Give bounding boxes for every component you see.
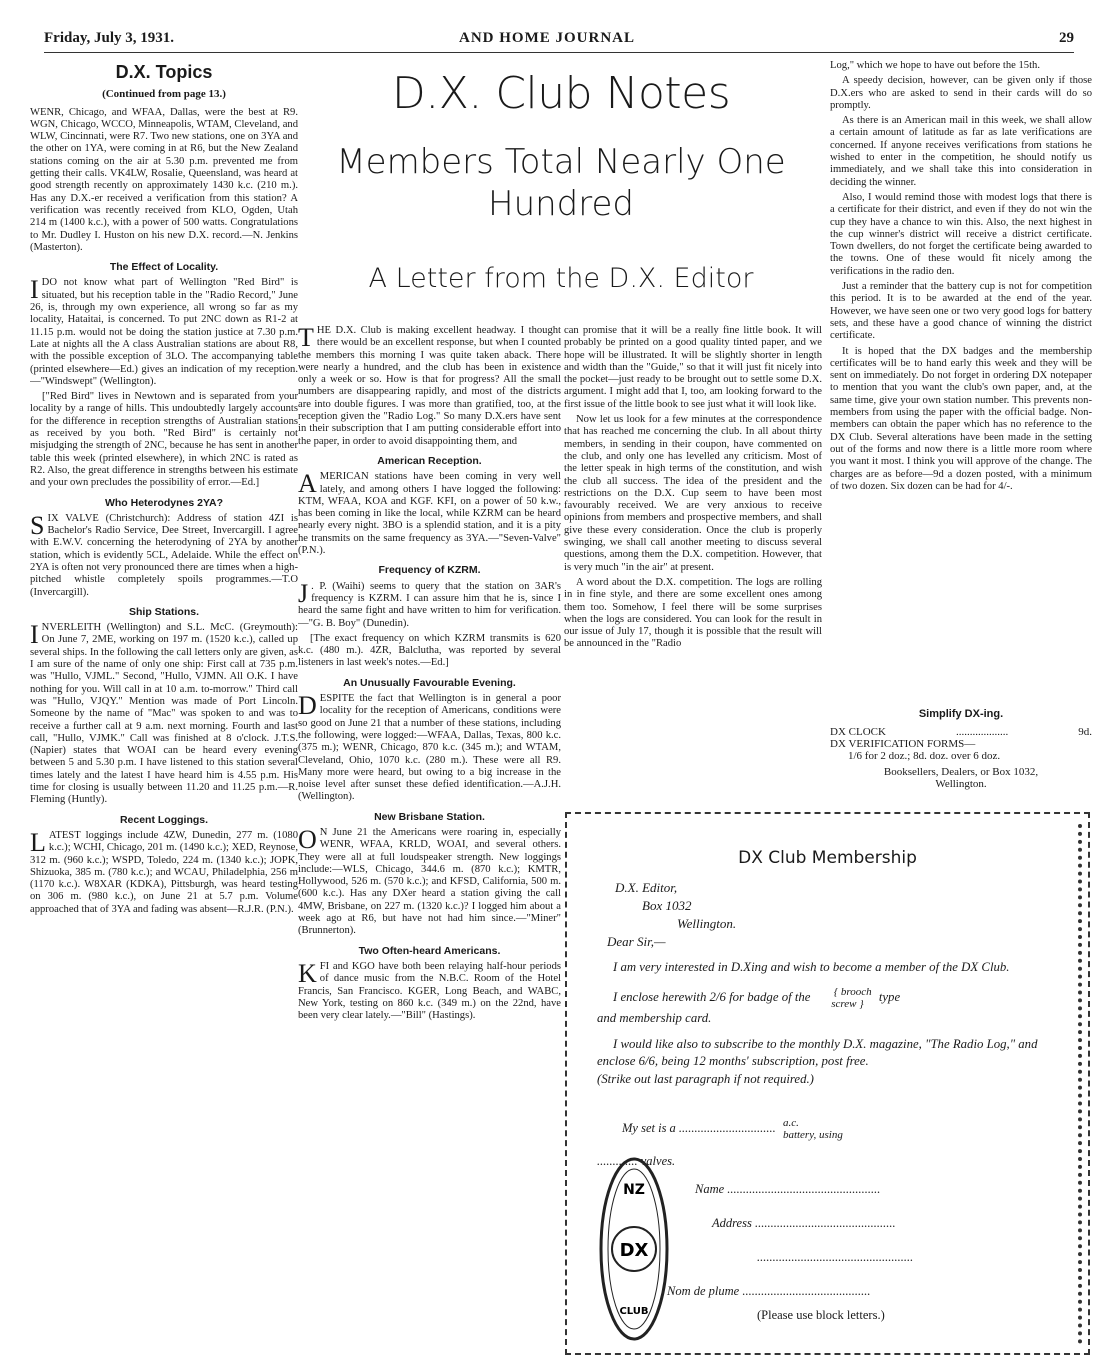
advert-contact-city: Wellington. (935, 778, 987, 790)
article-paragraph: DESPITE the fact that Wellington is in general a poor locality for the reception of Americans, conditions were so good on June 21 that a number of these stations, including the following, were logged:—WFAA, Dallas, Texas, 800 k.c. (375 m.); WENR, Chicago, 870 k.c. (345 m.); and WTAM, Cleveland, Ohio, 1070 k.c. (280 m.). These were all R9. Many more were heard, but owing to a big increase in the noise level after sunset these defied identification.—A.J.H. (Wellington). (298, 691, 561, 803)
coupon-cut-line (1072, 824, 1082, 1344)
article-paragraph: As there is an American mail in this week, we shall allow a certain amount of latitude as far as late verifications are concerned. If anyone receives verifications from stations he wished to enter in the competition, he should notify us immediately, and we shall take this into consideration in deciding the winner. (830, 115, 1092, 188)
article-paragraph: IDO not know what part of Wellington "Red Bird" is situated, but his reception table in the "Radio Record," June 26, is, through my own experience, all wrong so far as my locality, Hataitai, is concerned. To put 2NC down as R1-2 at 11.15 p.m. would not be doing the station justice at 7.30 p.m. Late at nights all the A class Australian stations are about R8, with the possible exception of 3LO. The accompanying table (printed elsewhere—Ed.) gives an indication of my reception.—"Windswept" (Wellington). (30, 275, 298, 387)
article-paragraph: Also, I would remind those with modest logs that there is a certificate for their district, and even if they do not win the cup they have a chance to win this. Also, the next highest in the cup winner's district will receive a district certificate. Town dwellers, do not forget the certificate being awarded to the towns. One of these would fit nicely among the verifications in the radio den. (830, 191, 1092, 277)
advert-item-detail: 1/6 for 2 doz.; 8d. doz. over 6 doz. (848, 750, 1001, 762)
drop-cap: K (298, 958, 317, 988)
coupon-instruction: (Strike out last paragraph if not required.) (597, 1072, 814, 1086)
coupon-body (597, 959, 1057, 1098)
advert-contact: Booksellers, Dealers, or Box 1032, (883, 766, 1039, 778)
club-notes-title: D.X. Club Notes (391, 68, 731, 119)
advert-title: Simplify DX-ing. (918, 708, 1004, 720)
article-paragraph: J . P. (Waihi) seems to query that the station on 3AR's frequency is KZRM. I can assure him that he is, since I heard the same fight and have written to him for verification.—"G. B. Boy" (Dunedin). (298, 578, 561, 629)
section-heading: American Reception. (377, 454, 482, 467)
simplify-dx-advert (830, 708, 1092, 790)
coupon-address-line: Box 1032 (642, 898, 692, 913)
drop-cap: T (298, 325, 314, 352)
article-paragraph: LATEST loggings include 4ZW, Dunedin, 277 m. (1080 k.c.); WCHI, Chicago, 201 m. (1490 k.c.); XED, Reynose, 312 m. (960 k.c.); WSPD, Toledo, 224 m. (1340 k.c.); JOPK, Shizuoka, 385 m. (780 k.c.); and WCAU, Philadelphia, 256 m (1170 k.c.). W8XAR (KDKA), Pittsburgh, was heard testing on 306 m. (980 k.c.), on June 21 at 5.7 p.m. Volume approached that of 3YA and fading was absent—R.J.R. (P.N.). (30, 827, 298, 915)
section-heading: New Brisbane Station. (374, 810, 485, 823)
article-paragraph: Just a reminder that the battery cup is not for competition this period. It is to be awarded at the end of the year. However, we have seen one or two very good logs for battery sets, and these have a good chance of winning the district certificate. (830, 281, 1092, 342)
club-notes-subtitle: Members Total Nearly One Hundred (336, 142, 786, 224)
coupon-paragraph: I would like also to subscribe to the monthly D.X. magazine, "The Radio Log," and enclose 6/6, being 12 months' subscription, post free. (597, 1037, 1038, 1068)
club-notes-subtitle-2: A Letter from the D.X. Editor (368, 263, 754, 294)
column-club-notes-1 (298, 325, 561, 1355)
continued-note: (Continued from page 13.) (102, 88, 226, 101)
article-paragraph: INVERLEITH (Wellington) and S.L. McC. (Greymouth): On June 7, 2ME, working on 197 m. (1520 k.c.), called up several ships. In the following the call letters only are given, as I am sure of the name of only one ship: First call at 735 p.m. was "Hullo, VJML." Second, "Hullo, VJMN. All O.K. I have nothing for you. Will call in at 10 a.m. to-morrow." Third call was "Hullo, VJQY." Mention was made of Port Lincoln. Someone by the name of "Mac" was spoken to and was to receive a further call at 9 a.m. next morning. Fourth and last call, "Hullo, VJMK." Call was finished at 8 o'clock. J.T.S. (Napier) states that WOAI can be heard every evening between 5 and 5.30 p.m. I have listened to this station several times lately and the latest I have heard him is 4.55 p.m. His time for closing is usually between 11.20 and 11.25 p.m.—R. Fleming (Huntly). (30, 620, 298, 806)
badge-top-text: NZ (623, 1182, 645, 1198)
article-paragraph: ["Red Bird" lives in Newtown and is separated from your locality by a range of hills. This undoubtedly largely accounts for the difference in reception strengths of Australian stations as received by you both. "Red Bird" is certainly not misjudging the strength of 2NC, because he has sent in another table this week (printed elsewhere), in which 2NC is rated as R2. Also, the great difference in strengths between his estimate and your own precludes the possibility of error.—Ed.] (30, 391, 298, 489)
coupon-title: DX Club Membership (738, 848, 917, 868)
club-notes-masthead (300, 62, 822, 294)
page-number: 29 (1059, 30, 1074, 46)
article-paragraph: It is hoped that the DX badges and the membership certificates will be to hand early this week and they will be sent on immediately. Do not forget in ordering DX notepaper to mention that you want the club's own paper, and, at the same time, give your own station number. This prevents non-members from using the paper with the official badge. Non-members can obtain the paper which has no reference to the DX Club. Several alterations have been made in the setting out of the forms and now there is a little more room where you want it most. I think you will approve of the change. The charges are as before—9d a dozen posted, with a minimum of two dozen. Six dozen can be had for 4/-. (830, 345, 1092, 492)
nz-dx-club-badge-icon (597, 1154, 671, 1344)
article-paragraph: WENR, Chicago, and WFAA, Dallas, were the best at R9. WGN, Chicago, WCCO, Minneapolis, WTAM, Cleveland, and WLW, Cincinnati, were R7. Two new stations, one on 3YA and the other on 1YA, were coming in at R6, but the New Zealand stations coming on the air at 5.30 p.m. prevented me from getting their calls. VK4LW, Rosalie, Queensland, was heard at good strength recently on approximately 1430 k.c. (210 m.). Has any D.X.-er received a verification from this station? A verification was recently received from KLO, Ogden, Utah 214 m (1400 k.c.), with a power of 500 watts. Congratulations to Mr. Dudley I. Huston on his new D.X. record.—N. Jenkins (Masterton). (30, 106, 298, 253)
article-paragraph: SIX VALVE (Christchurch): Address of station 4ZI is Bachelor's Radio Service, Dee Street, Invercargill. I agree with E.W.V. concerning the heterodyning of 2YA by another station, which is evidently 5CL, Adelaide. While the effect on 2YA is often not very pronounced there are times when a high-pitched whistle completely spoils programmes.—T.O (Invercargill). (30, 510, 298, 598)
coupon-paragraph: I enclose herewith 2/6 for badge of the { brooch screw } type and membership card. (597, 985, 901, 1025)
name-field[interactable]: Name ................................................. (695, 1182, 881, 1196)
drop-cap: L (30, 827, 46, 857)
set-type-field[interactable]: My set is a ............................... a.c. battery, using (622, 1117, 843, 1141)
coupon-address-line: Wellington. (677, 916, 737, 931)
coupon-address-line: D.X. Editor, (615, 880, 678, 895)
journal-name: AND HOME JOURNAL (459, 30, 635, 46)
column-dx-topics (30, 60, 298, 1355)
block-letters-note: (Please use block letters.) (757, 1308, 885, 1322)
advert-item: DX CLOCK ................... 9d. (830, 726, 1092, 738)
drop-cap: I (30, 620, 39, 650)
article-paragraph: KFI and KGO have both been relaying half-hour periods of dance music from the N.B.C. Room of the Hotel Francis, San Francisco. KGER, Long Beach, and WABC, New York, testing on 860 k.c. (349 m.) on the 22nd, have been very clear lately.—"Bill" (Hastings). (298, 958, 561, 1022)
issue-date: Friday, July 3, 1931. (44, 30, 175, 46)
article-paragraph: can promise that it will be a really fine little book. It will probably be printed on a good quality tinted paper, and we hope will be illustrated. It will be slightly shorter in length and width than the "Guide," so that it will just fit nicely into the pocket—just ready to be brought out to settle some D.X. argument. I might add that I, too, am looking forward to the first issue of the little book to see just what it will look like. (564, 325, 822, 410)
drop-cap: D (298, 691, 317, 721)
section-heading: Recent Loggings. (119, 813, 209, 826)
section-heading: Two Often-heard Americans. (358, 944, 501, 957)
column-club-notes-3 (830, 60, 1092, 820)
drop-cap: J (298, 578, 309, 608)
valves-field[interactable]: ............. valves. (597, 1154, 676, 1168)
section-heading: An Unusually Favourable Evening. (343, 676, 516, 689)
drop-cap: I (30, 275, 39, 305)
section-heading: Who Heterodynes 2YA? (104, 496, 224, 509)
coupon-salutation: Dear Sir,— (607, 934, 666, 949)
badge-type-options: { brooch screw } (831, 985, 872, 1010)
address-field[interactable]: Address ............................................. (712, 1216, 896, 1230)
dx-topics-title: D.X. Topics (115, 62, 213, 82)
nom-de-plume-field[interactable]: Nom de plume ......................................... (667, 1284, 871, 1298)
coupon-paragraph: I am very interested in D.Xing and wish to become a member of the DX Club. (613, 960, 1010, 974)
badge-bottom-text: CLUB (619, 1306, 649, 1317)
article-paragraph: [The exact frequency on which KZRM transmits is 620 k.c. (480 m.). 4ZR, Balclutha, was reported by several listeners in last week's notes.—Ed.] (298, 632, 561, 669)
article-paragraph: A word about the D.X. competition. The logs are rolling in in fine style, and there are some excellent ones among them too. Somehow, I feel there will be some surprises when the logs are considered. You can look for the result in our issue of July 17, though it is possible that the result will be announced in the "Radio (564, 576, 822, 650)
drop-cap: A (298, 469, 317, 499)
column-club-notes-2 (564, 325, 822, 805)
article-paragraph: AMERICAN stations have been coming in very well lately, and among others I have logged the following: KTM, WFAA, KOA and KGF. KFI, on a power of 50 k.w., has been coming in like the local, while KZRM can be heard nearly every night. 3BO is a splendid station, and it is a pity he transmits on the same frequency as 3YA.—"Seven-Valve" (P.N.). (298, 469, 561, 557)
article-paragraph: A speedy decision, however, can be given only if those D.X.ers who are asked to send in their cards will do so promptly. (830, 75, 1092, 111)
advert-item: DX VERIFICATION FORMS— (830, 738, 976, 750)
address-field-2[interactable]: .................................................. (757, 1250, 914, 1264)
membership-coupon (565, 812, 1090, 1355)
section-heading: Ship Stations. (128, 605, 199, 618)
drop-cap: O (298, 824, 317, 854)
article-paragraph: THE D.X. Club is making excellent headway. I thought there would be an excellent response, but when I counted the members this morning I was quite taken aback. There were nearly a hundred, and the club has been in existence only a week or so. How is that for progress? All the small numbers are disappearing rapidly, and most of the districts are into double figures. I was more than gratified, too, at the reception given the "Radio Log." So many D.X.ers have sent in their subscription that I am putting considerable effort into the paper, in order to avoid disappointing them, and (298, 325, 561, 447)
article-paragraph: O N June 21 the Americans were roaring in, especially WENR, WFAA, KRLD, WOAI, and several others. They were all at full loudspeaker strength. New loggings include:—WLS, Chicago, 344.6 m. (870 k.c.); KMTR, Hollywood, 526 m. (570 k.c.); and KFSD, California, 500 m. (600 k.c.). Has any DXer heard a station giving the call 4MW, Brisbane, on 227 m. (1320 k.c.)? I logged him about a week ago at R6, but have not had him since.—"Miner" (Brunnerton). (298, 824, 561, 937)
section-heading: Frequency of KZRM. (378, 564, 481, 577)
article-paragraph: Log," which we hope to have out before the 15th. (830, 60, 1040, 71)
article-paragraph: Now let us look for a few minutes at the correspondence that has reached me concerning the club. In all about thirty members, in sending in their coupon, have commented on the club, and only one has levelled any criticism. Most of the letter speak in high terms of the constitution, and wish the club all success. The idea of the president and the restrictions on the D.X. Cup seem to have been most favourably received. We are very anxious to receive opinions from members and prospective members, and shall give these every consideration. Once the club is properly swinging, we shall call another meeting to discuss several questions, among them the D.X. competition. However, that is very much "in the air" at present. (564, 414, 822, 573)
drop-cap: S (30, 510, 45, 540)
section-heading: The Effect of Locality. (109, 261, 219, 274)
page-header (44, 30, 1074, 53)
badge-mid-text: DX (619, 1240, 649, 1261)
